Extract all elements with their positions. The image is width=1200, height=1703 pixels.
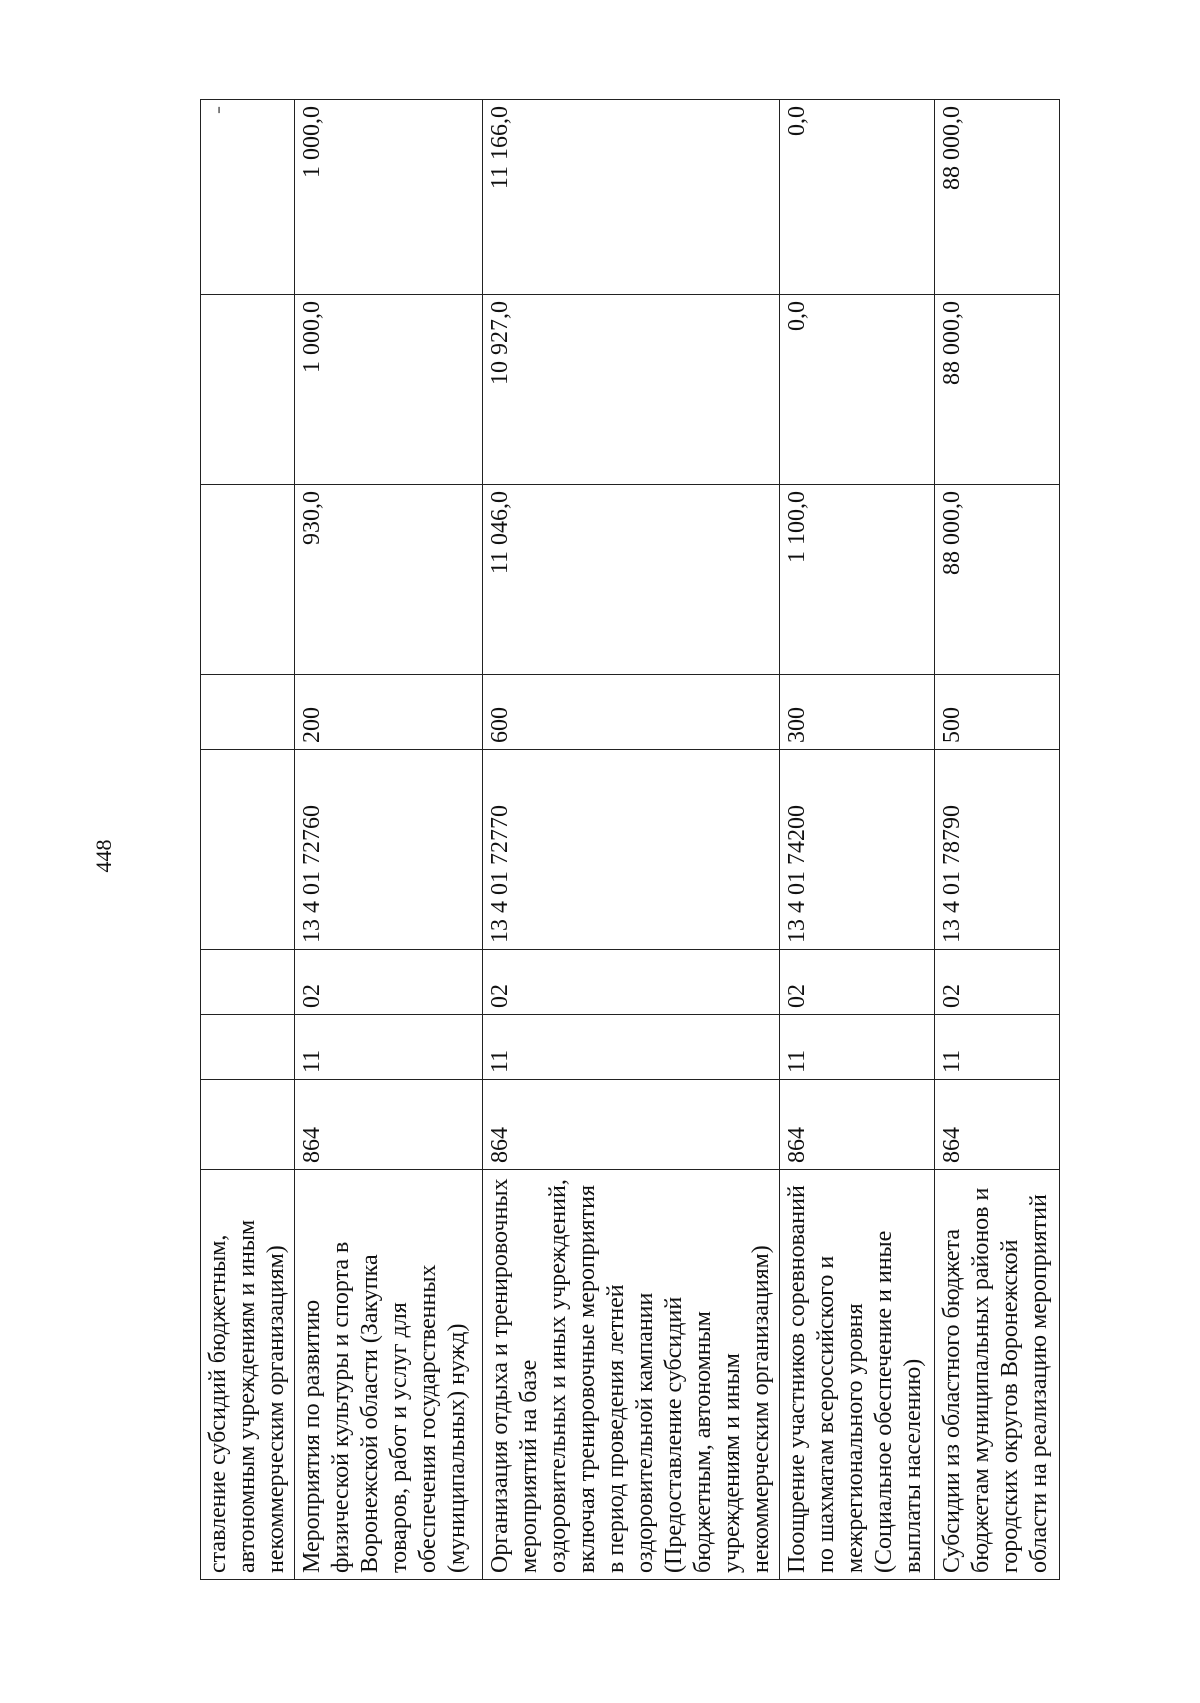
rz-cell: 11 (483, 1015, 780, 1080)
sum-year2-cell: 10 927,0 (483, 295, 780, 485)
csr-cell: 13 4 01 72770 (483, 750, 780, 950)
pr-cell: 02 (935, 950, 1060, 1015)
sum-year1-cell: 1 100,0 (780, 485, 935, 675)
csr-cell: 13 4 01 74200 (780, 750, 935, 950)
row-name-cell: Субсидии из областного бюджета бюджетам муниципальных районов и городских округов Воронежской области на реализацию мероприятий (935, 1170, 1060, 1580)
sum-year1-cell: 88 000,0 (935, 485, 1060, 675)
vr-cell: 300 (780, 675, 935, 750)
sum-year3-cell: 11 166,0 (483, 100, 780, 295)
vr-cell: 600 (483, 675, 780, 750)
sum-year3-cell (201, 100, 295, 295)
table-row (295, 100, 483, 1580)
grbs-cell (201, 1080, 295, 1170)
stray-mark: - (205, 106, 231, 114)
sum-year2-cell: 88 000,0 (935, 295, 1060, 485)
rotated-table-wrapper (200, 100, 1115, 1580)
sum-year1-cell (201, 485, 295, 675)
vr-cell: 200 (295, 675, 483, 750)
csr-cell (201, 750, 295, 950)
sum-year3-cell: 1 000,0 (295, 100, 483, 295)
sum-year1-cell: 930,0 (295, 485, 483, 675)
row-name-cell: Мероприятия по развитию физической культуры и спорта в Воронежской области (Закупка товаров, работ и услуг для обеспечения государственных (муниципальных) нужд) (295, 1170, 483, 1580)
vr-cell (201, 675, 295, 750)
sum-year1-cell: 11 046,0 (483, 485, 780, 675)
budget-table (200, 99, 1060, 1580)
pr-cell: 02 (483, 950, 780, 1015)
rz-cell (201, 1015, 295, 1080)
rz-cell: 11 (295, 1015, 483, 1080)
grbs-cell: 864 (780, 1080, 935, 1170)
row-name-cell: Поощрение участников соревнований по шахматам всероссийского и межрегионального уровня (Социальное обеспечение и иные выплаты населению) (780, 1170, 935, 1580)
sum-year3-cell: 0,0 (780, 100, 935, 295)
rz-cell: 11 (780, 1015, 935, 1080)
csr-cell: 13 4 01 72760 (295, 750, 483, 950)
pr-cell: 02 (295, 950, 483, 1015)
vr-cell: 500 (935, 675, 1060, 750)
rz-cell: 11 (935, 1015, 1060, 1080)
row-name-cell: Организация отдыха и тренировочных мероприятий на базе оздоровительных и иных учреждений, включая тренировочные мероприятия в период проведения летней оздоровительной кампании (Предоставление субсидий бюджетным, автономным учреждениям и иным некоммерческим организациям) (483, 1170, 780, 1580)
sum-year2-cell: 0,0 (780, 295, 935, 485)
grbs-cell: 864 (483, 1080, 780, 1170)
table-row (483, 100, 780, 1580)
sum-year3-cell: 88 000,0 (935, 100, 1060, 295)
pr-cell: 02 (780, 950, 935, 1015)
grbs-cell: 864 (295, 1080, 483, 1170)
table-row (780, 100, 935, 1580)
table-row (201, 100, 295, 1580)
csr-cell: 13 4 01 78790 (935, 750, 1060, 950)
sum-year2-cell (201, 295, 295, 485)
row-name-cell: ставление субсидий бюджетным, автономным учреждениям и иным некоммерческим организациям) (201, 1170, 295, 1580)
sum-year2-cell: 1 000,0 (295, 295, 483, 485)
pr-cell (201, 950, 295, 1015)
page-number: 448 (91, 839, 116, 873)
grbs-cell: 864 (935, 1080, 1060, 1170)
table-row (935, 100, 1060, 1580)
